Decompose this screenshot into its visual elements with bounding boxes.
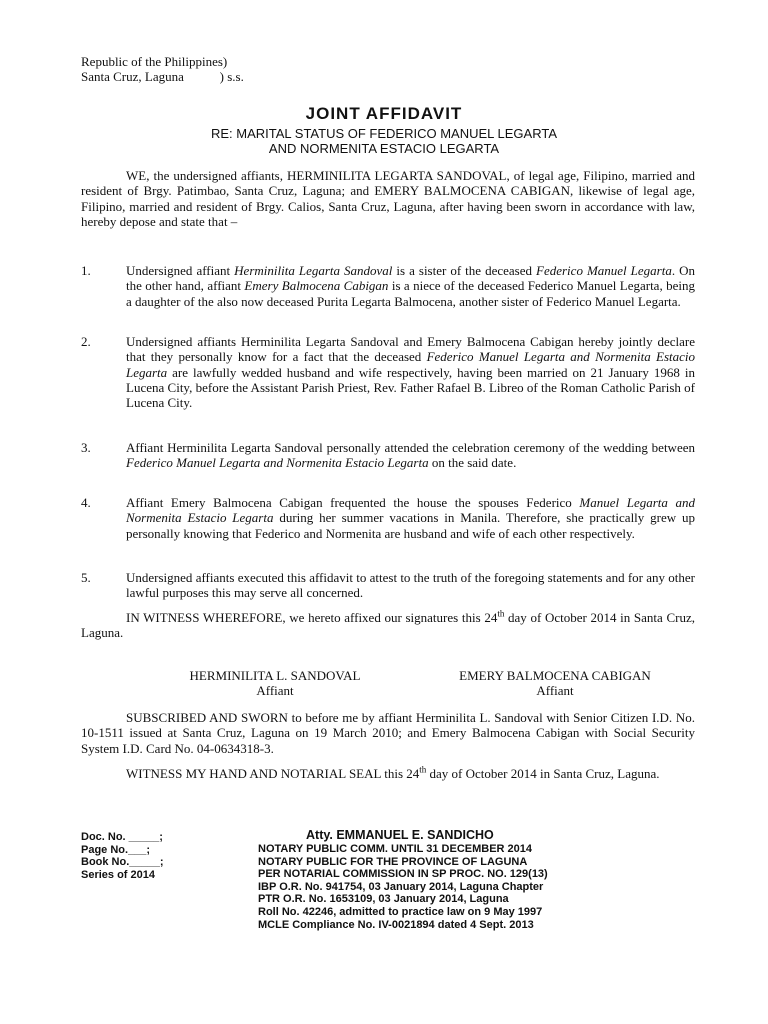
item-text: Undersigned affiant Herminilita Legarta Sandoval is a sister of the deceased Federico Manuel Legarta. On the other hand, affiant Emery Balmocena Cabigan is a niece of the deceased Federico Manuel Legarta, being a daughter of the also now deceased Purita Legarta Balmocena, another sister of Federico Manuel Legarta. xyxy=(126,263,696,309)
re-subject xyxy=(0,126,768,156)
item-text: Affiant Herminilita Legarta Sandoval personally attended the celebration ceremony of the wedding between Federico Manuel Legarta and Normenita Estacio Legarta on the said date. xyxy=(126,440,695,471)
re-line-2: AND NORMENITA ESTACIO LEGARTA xyxy=(268,141,500,156)
notary-line: PER NOTARIAL COMMISSION IN SP PROC. NO. 129(13) xyxy=(258,868,548,881)
book-no: Book No._____; xyxy=(81,856,164,869)
notary-line: NOTARY PUBLIC FOR THE PROVINCE OF LAGUNA xyxy=(258,855,528,868)
item-number: 5. xyxy=(81,570,91,585)
venue-line-2: Santa Cruz, Laguna ) s.s. xyxy=(81,69,244,85)
notary-name: Atty. EMMANUEL E. SANDICHO xyxy=(306,828,494,842)
signatory-name: EMERY BALMOCENA CABIGAN xyxy=(459,668,651,683)
item-text: Affiant Emery Balmocena Cabigan frequented the house the spouses Federico Manuel Legarta and Normenita Estacio Legarta during her summer vacations in Manila. Therefore, she practically grew up personally knowing that Federico and Normenita are husband and wife of each other respectively. xyxy=(126,495,695,541)
page-no: Page No.___; xyxy=(81,843,151,856)
witness-paragraph: IN WITNESS WHEREFORE, we hereto affixed our signatures this 24th day of October 2014 in Santa Cruz, Laguna. xyxy=(81,608,696,641)
notary-block xyxy=(258,828,548,931)
jurat-paragraph: SUBSCRIBED AND SWORN to before me by affiant Herminilita L. Sandoval with Senior Citizen I.D. No. 10-1511 issued at Santa Cruz, Laguna on 19 March 2010; and Emery Balmocena Cabigan with Social Security System I.D. Card No. 04-0634318-3. xyxy=(81,710,695,756)
venue-block xyxy=(81,54,244,85)
signatory-block xyxy=(150,668,400,699)
item-text: Undersigned affiants executed this affidavit to attest to the truth of the foregoing statements and for any other lawful purposes this may serve all concerned. xyxy=(126,570,695,601)
item-text: Undersigned affiants Herminilita Legarta Sandoval and Emery Balmocena Cabigan hereby jointly declare that they personally know for a fact that the deceased Federico Manuel Legarta and Normenita Estacio Legarta are lawfully wedded husband and wife respectively, having been married on 21 January 1968 in Lucena City, before the Assistant Parish Priest, Rev. Father Rafael B. Libreo of the Roman Catholic Parish of Lucena City. xyxy=(126,334,695,411)
item-number: 4. xyxy=(81,495,91,510)
signatory-name: HERMINILITA L. SANDOVAL xyxy=(189,668,361,683)
doc-no: Doc. No. _____; xyxy=(81,831,163,843)
signatory-block xyxy=(420,668,690,699)
notary-line: PTR O.R. No. 1653109, 03 January 2014, Laguna xyxy=(258,893,509,906)
signatory-role: Affiant xyxy=(536,683,574,699)
notary-line: Roll No. 42246, admitted to practice law on 9 May 1997 xyxy=(258,905,543,918)
notary-line: IBP O.R. No. 941754, 03 January 2014, Laguna Chapter xyxy=(258,880,544,893)
item-number: 3. xyxy=(81,440,91,455)
re-line-1: RE: MARITAL STATUS OF FEDERICO MANUEL LEGARTA xyxy=(211,126,557,141)
intro-paragraph: WE, the undersigned affiants, HERMINILITA LEGARTA SANDOVAL, of legal age, Filipino, married and resident of Brgy. Patimbao, Santa Cruz, Laguna; and EMERY BALMOCENA CABIGAN, likewise of legal age, Filipino, married and resident of Brgy. Calios, Santa Cruz, Laguna, after having been sworn in accordance with law, hereby depose and state that – xyxy=(81,168,695,229)
notary-line: NOTARY PUBLIC COMM. UNTIL 31 DECEMBER 2014 xyxy=(258,843,533,855)
notarial-paragraph: WITNESS MY HAND AND NOTARIAL SEAL this 24th day of October 2014 in Santa Cruz, Laguna. xyxy=(126,764,660,781)
document-title: JOINT AFFIDAVIT xyxy=(305,104,463,123)
doc-reference-block xyxy=(81,831,164,881)
item-number: 1. xyxy=(81,263,91,278)
notary-line: MCLE Compliance No. IV-0021894 dated 4 Sept. 2013 xyxy=(258,918,534,931)
venue-line-1: Republic of the Philippines) xyxy=(81,54,228,69)
signatory-role: Affiant xyxy=(256,683,294,699)
series: Series of 2014 xyxy=(81,868,155,881)
item-number: 2. xyxy=(81,334,91,349)
